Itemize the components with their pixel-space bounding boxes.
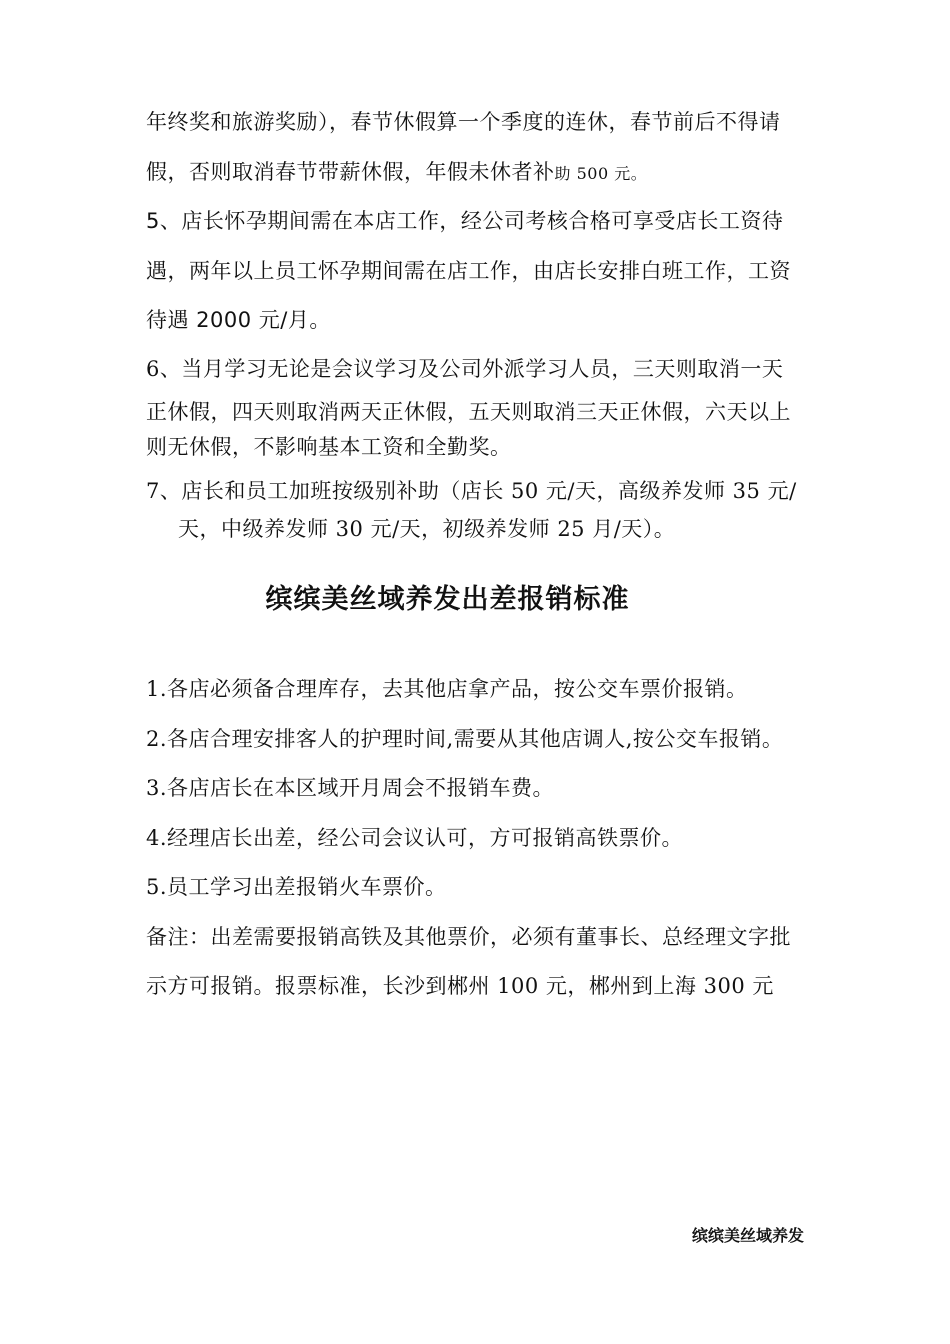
- section-title: 缤缤美丝域养发出差报销标准: [265, 584, 630, 615]
- footer-company-name: 缤缤美丝域养发: [691, 1226, 804, 1245]
- reimbursement-item: 5.员工学习出差报销火车票价。: [146, 875, 447, 899]
- item-7-line: 天，中级养发师 30 元/天，初级养发师 25 月/天）。: [178, 517, 676, 541]
- reimbursement-item: 4.经理店长出差，经公司会议认可，方可报销高铁票价。: [146, 826, 684, 850]
- item-5-line: 遇，两年以上员工怀孕期间需在店工作，由店长安排白班工作，工资: [146, 259, 791, 283]
- reimbursement-item: 2.各店合理安排客人的护理时间,需要从其他店调人,按公交车报销。: [146, 727, 784, 751]
- annual-leave-subsidy: 助 500 元。: [554, 164, 648, 183]
- note-line: 备注：出差需要报销高铁及其他票价，必须有董事长、总经理文字批: [146, 925, 791, 949]
- reimbursement-item: 1.各店必须备合理库存，去其他店拿产品，按公交车票价报销。: [146, 677, 748, 701]
- item-7-line: 7、店长和员工加班按级别补助（店长 50 元/天，高级养发师 35 元/: [146, 479, 797, 503]
- paragraph-line: 年终奖和旅游奖励），春节休假算一个季度的连休，春节前后不得请: [146, 110, 781, 134]
- item-5-line: 5、店长怀孕期间需在本店工作，经公司考核合格可享受店长工资待: [146, 209, 784, 233]
- item-6-line: 6、当月学习无论是会议学习及公司外派学习人员，三天则取消一天: [146, 357, 784, 381]
- reimbursement-item: 3.各店店长在本区域开月周会不报销车费。: [146, 776, 555, 800]
- note-line: 示方可报销。报票标准，长沙到郴州 100 元，郴州到上海 300 元: [146, 974, 774, 998]
- item-6-line: 则无休假，不影响基本工资和全勤奖。: [146, 435, 512, 459]
- item-5-line: 待遇 2000 元/月。: [146, 308, 331, 332]
- paragraph-line: [146, 158, 647, 188]
- item-6-line: 正休假，四天则取消两天正休假，五天则取消三天正休假，六天以上: [146, 400, 791, 424]
- annual-leave-text: 假，否则取消春节带薪休假，年假未休者补: [146, 160, 555, 184]
